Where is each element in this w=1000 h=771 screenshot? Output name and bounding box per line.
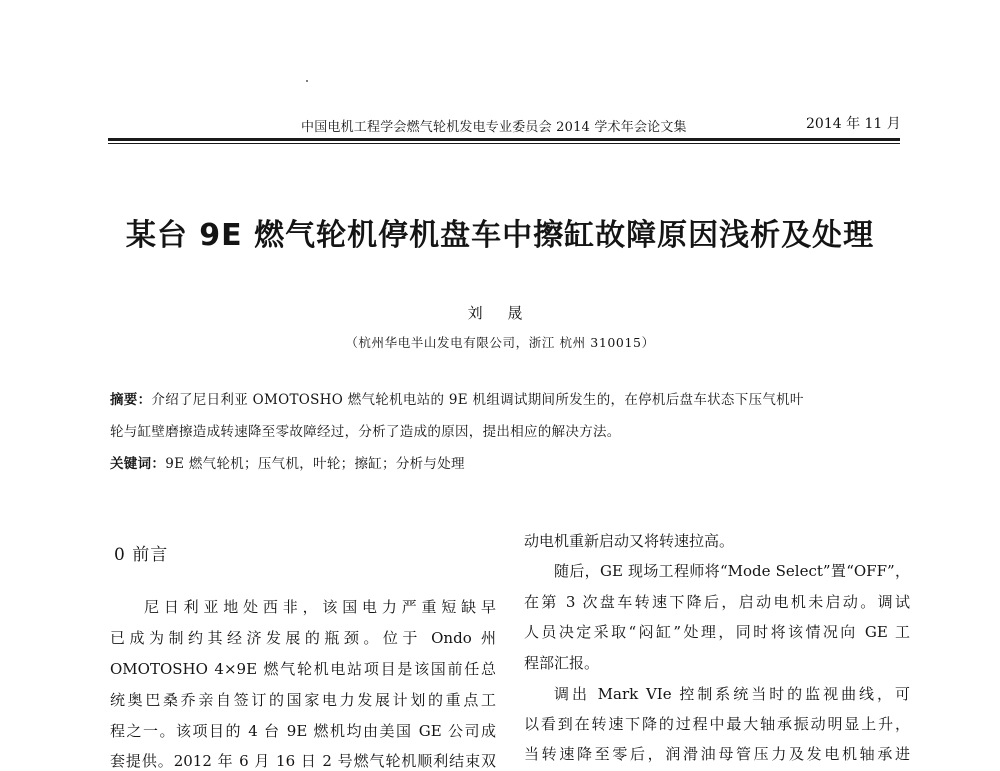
right-line-7: 以看到在转速下降的过程中最大轴承振动明显上升， [524,715,910,733]
header-rule-thick [108,138,900,141]
keywords-text: 9E 燃气轮机；压气机，叶轮；擦缸；分析与处理 [165,456,465,472]
author-name: 刘 晟 [467,304,533,322]
right-line-1: 动电机重新启动又将转速拉高。 [524,532,735,550]
right-line-6: 调出 Mark VIe 控制系统当时的监视曲线，可 [554,685,910,703]
left-line-3: OMOTOSHO 4×9E 燃气轮机电站项目是该国前任总 [110,660,496,678]
abstract-label: 摘要： [110,392,152,408]
left-line-4: 统奥巴桑乔亲自签订的国家电力发展计划的重点工 [110,691,496,709]
header-rule-thin [108,143,900,144]
keywords-label: 关键词： [110,456,166,472]
right-line-3: 在第 3 次盘车转速下降后，启动电机未启动。调试 [524,593,910,611]
author-affiliation: （杭州华电半山发电有限公司，浙江 杭州 310015） [345,335,655,350]
scan-speck [306,80,308,82]
right-line-4: 人员决定采取“闷缸”处理，同时将该情况向 GE 工 [524,623,910,641]
left-line-6: 套提供。2012 年 6 月 16 日 2 号燃气轮机顺利结束双 [110,752,496,770]
keywords-line [110,452,465,472]
section-heading: 0 前言 [114,545,169,565]
left-line-2: 已成为制约其经济发展的瓶颈。位于 Ondo 州 [110,629,496,647]
paper-title: 某台 9E 燃气轮机停机盘车中擦缸故障原因浅析及处理 [125,218,875,253]
right-line-2: 随后，GE 现场工程师将“Mode Select”置“OFF”， [554,562,910,580]
left-line-5: 程之一。该项目的 4 台 9E 燃机均由美国 GE 公司成 [110,722,496,740]
abstract-line-1 [110,388,804,408]
right-line-5: 程部汇报。 [524,654,600,672]
running-header-date: 2014 年 11 月 [806,116,901,132]
left-line-1: 尼日利亚地处西非，该国电力严重短缺早 [144,598,496,616]
running-header-journal: 中国电机工程学会燃气轮机发电专业委员会 2014 学术年会论文集 [301,120,687,135]
abstract-text-1: 介绍了尼日利亚 OMOTOSHO 燃气轮机电站的 9E 机组调试期间所发生的，在停机后盘车状态下压气机叶 [151,392,804,408]
right-line-8: 当转速降至零后，润滑油母管压力及发电机轴承进 [524,745,910,763]
abstract-line-2: 轮与缸壁磨擦造成转速降至零故障经过，分析了造成的原因，提出相应的解决方法。 [110,424,621,440]
